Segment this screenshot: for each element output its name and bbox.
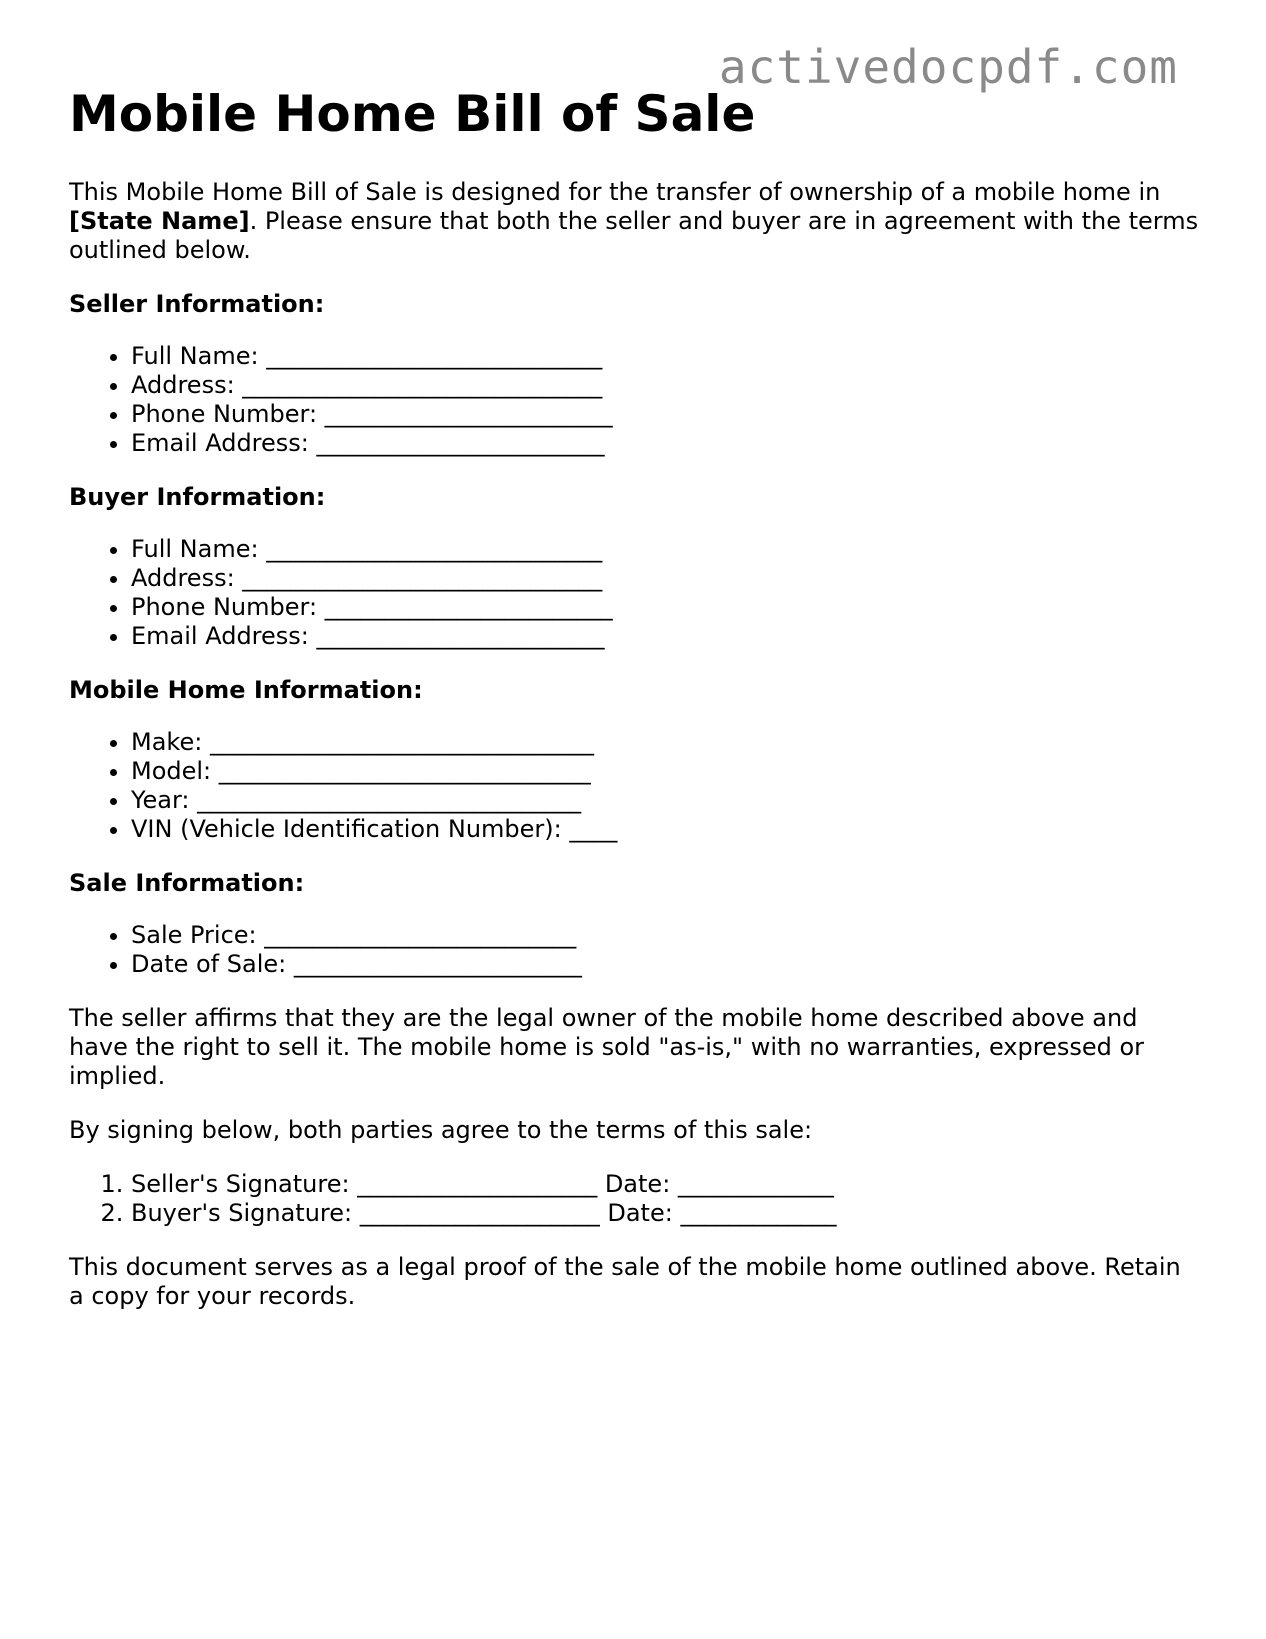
watermark: activedocpdf.com bbox=[718, 40, 1178, 94]
buyer-phone-field: • Phone Number: ________________________ bbox=[131, 593, 1199, 622]
sale-price-field: • Sale Price: __________________________ bbox=[131, 921, 1199, 950]
home-vin-field: • VIN (Vehicle Identification Number): ____ bbox=[131, 815, 1199, 844]
home-model-field: • Model: _______________________________ bbox=[131, 757, 1199, 786]
affirmation-paragraph: The seller affirms that they are the legal owner of the mobile home described above and have the right to sell it. The mobile home is sold "as-is," with no warranties, expressed or implied. bbox=[69, 1004, 1145, 1090]
sale-heading: Sale Information: bbox=[69, 869, 305, 897]
document-title: Mobile Home Bill of Sale bbox=[69, 85, 756, 143]
home-heading: Mobile Home Information: bbox=[69, 676, 423, 704]
sale-date-field: • Date of Sale: ________________________ bbox=[131, 950, 1199, 979]
intro-paragraph bbox=[69, 178, 1199, 265]
home-make-field: • Make: ________________________________ bbox=[131, 728, 1199, 757]
home-list bbox=[69, 728, 1199, 844]
signature-list bbox=[69, 1170, 1199, 1228]
document-page bbox=[69, 84, 1199, 1336]
seller-phone-field: • Phone Number: ________________________ bbox=[131, 400, 1199, 429]
signing-intro: By signing below, both parties agree to the terms of this sale: bbox=[69, 1116, 813, 1144]
home-year-field: • Year: ________________________________ bbox=[131, 786, 1199, 815]
seller-address-field: • Address: ______________________________ bbox=[131, 371, 1199, 400]
buyer-email-field: • Email Address: ________________________ bbox=[131, 622, 1199, 651]
seller-full-name-field: • Full Name: ____________________________ bbox=[131, 342, 1199, 371]
buyer-list bbox=[69, 535, 1199, 651]
buyer-address-field: • Address: ______________________________ bbox=[131, 564, 1199, 593]
seller-email-field: • Email Address: ________________________ bbox=[131, 429, 1199, 458]
seller-signature-line: 1. Seller's Signature: ____________________ Date: _____________ bbox=[131, 1170, 1199, 1199]
intro-text-end: . Please ensure that both the seller and buyer are in agreement with the terms outlined below. bbox=[69, 207, 1199, 264]
seller-heading: Seller Information: bbox=[69, 290, 325, 318]
sale-list bbox=[69, 921, 1199, 979]
intro-text-start: This Mobile Home Bill of Sale is designed for the transfer of ownership of a mobile home in bbox=[69, 178, 1161, 206]
closing-paragraph: This document serves as a legal proof of the sale of the mobile home outlined above. Retain a copy for your records. bbox=[69, 1253, 1181, 1310]
seller-list bbox=[69, 342, 1199, 458]
buyer-full-name-field: • Full Name: ____________________________ bbox=[131, 535, 1199, 564]
buyer-signature-line: 2. Buyer's Signature: ____________________ Date: _____________ bbox=[131, 1199, 1199, 1228]
buyer-heading: Buyer Information: bbox=[69, 483, 326, 511]
state-name-placeholder: [State Name] bbox=[69, 207, 250, 235]
